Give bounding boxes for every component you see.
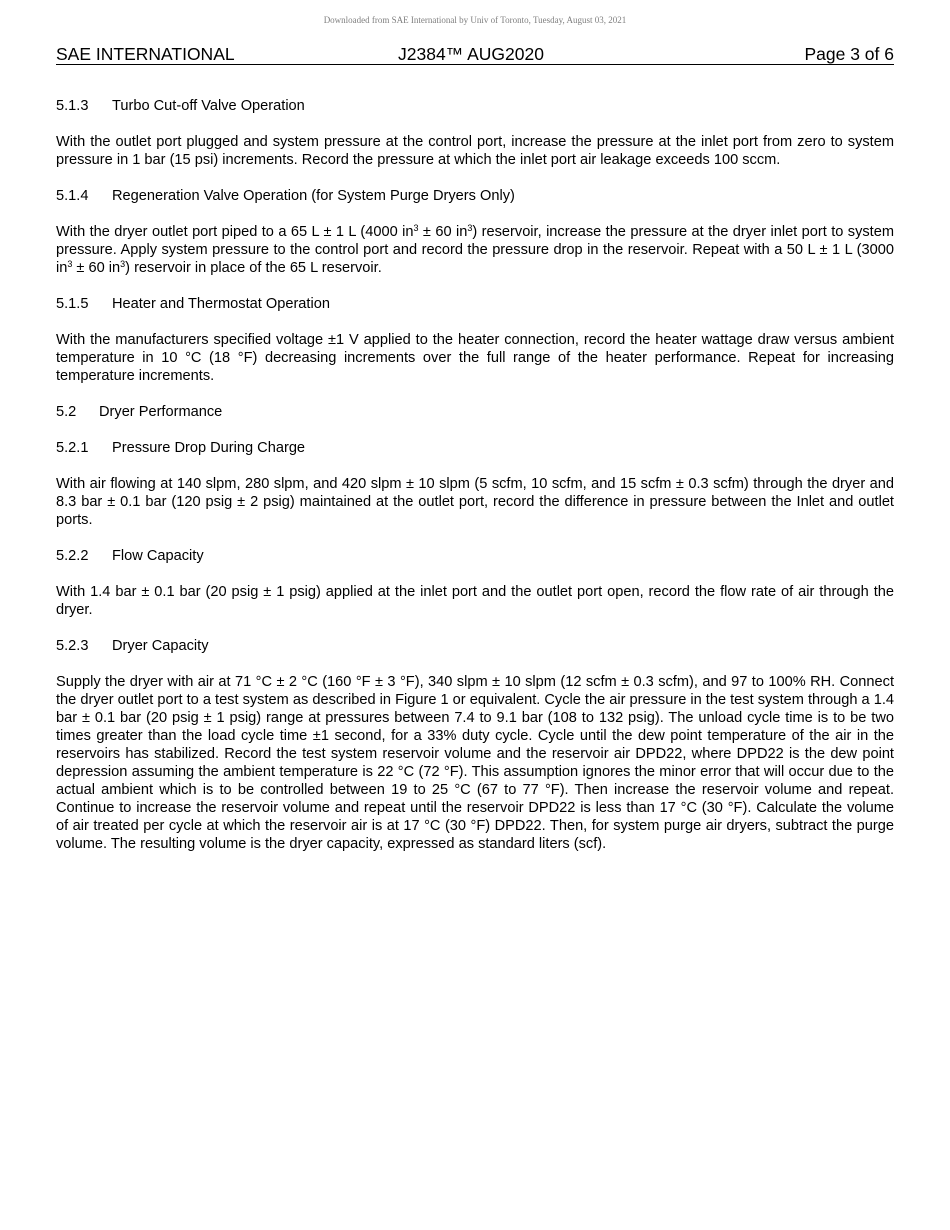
superscript: 3 [120,259,126,269]
section-heading-5-2 [56,403,894,421]
document-body [56,97,894,871]
page-number: Page 3 of 6 [804,44,894,64]
paragraph-5-2-1: With air flowing at 140 slpm, 280 slpm, and 420 slpm ± 10 slpm (5 scfm, 10 scfm, and 15 scfm ± 0.3 scfm) through the dryer and 8.3 bar ± 0.1 bar (120 psig ± 2 psig) maintained at the outlet port, record the difference in pressure between the Inlet and outlet ports. [56,476,894,528]
paragraph-5-1-3: With the outlet port plugged and system pressure at the control port, increase the pressure at the inlet port from zero to system pressure in 1 bar (15 psi) increments. Record the pressure at which the inlet port air leakage exceeds 100 sccm. [56,134,894,168]
text-run: ± 60 in [418,224,468,240]
section-heading-5-2-3 [56,637,894,655]
text-run: ) reservoir, increase the pressure at the dryer inlet port to system pressure. Apply system pressure to the control port and record the pressure drop in the reservoir. Repeat with a 50 L ± 1 L (3000 in [56,224,895,276]
text-run: With the dryer outlet port piped to a 65 L ± 1 L (4000 in [56,224,414,240]
section-heading-5-1-4 [56,187,894,205]
section-title: Regeneration Valve Operation (for System Purge Dryers Only) [112,188,515,204]
publisher-name: SAE INTERNATIONAL [56,44,235,64]
section-number: 5.2 [56,404,77,420]
section-number: 5.2.1 [56,440,89,456]
text-run: ) reservoir in place of the 65 L reservoir. [125,260,382,276]
paragraph-5-1-5: With the manufacturers specified voltage ±1 V applied to the heater connection, record the heater wattage draw versus ambient temperature in 10 °C (18 °F) decreasing increments over the full range of the heater performance. Repeat for increasing temperature increments. [56,332,894,384]
section-number: 5.2.2 [56,548,89,564]
section-number: 5.1.3 [56,98,89,114]
download-watermark: Downloaded from SAE International by Univ of Toronto, Tuesday, August 03, 2021 [323,15,627,25]
superscript: 3 [467,223,473,233]
section-title: Heater and Thermostat Operation [112,296,330,312]
superscript: 3 [67,259,73,269]
section-heading-5-2-1 [56,439,894,457]
section-heading-5-1-3 [56,97,894,115]
section-title: Dryer Capacity [112,638,209,654]
paragraph-5-1-4 [56,223,894,277]
paragraph-5-2-2: With 1.4 bar ± 0.1 bar (20 psig ± 1 psig) applied at the inlet port and the outlet port open, record the flow rate of air through the dryer. [56,584,894,618]
section-heading-5-2-2 [56,547,894,565]
text-run: ± 60 in [72,260,121,276]
section-heading-5-1-5 [56,295,894,313]
section-title: Turbo Cut-off Valve Operation [112,98,305,114]
section-title: Dryer Performance [99,404,223,420]
section-title: Pressure Drop During Charge [112,440,306,456]
section-title: Flow Capacity [112,548,204,564]
section-number: 5.2.3 [56,638,89,654]
document-number: J2384™ AUG2020 [398,44,544,64]
superscript: 3 [413,223,419,233]
section-number: 5.1.4 [56,188,89,204]
section-number: 5.1.5 [56,296,89,312]
page-header [56,44,894,65]
paragraph-5-2-3: Supply the dryer with air at 71 °C ± 2 °C (160 °F ± 3 °F), 340 slpm ± 10 slpm (12 scfm ± 0.3 scfm), and 97 to 100% RH. Connect the dryer outlet port to a test system as described in Figure 1 or equivalent. Cycle the air pressure in the test system through a 1.4 bar ± 0.1 bar (20 psig ± 1 psig) range at pressures between 7.4 to 9.1 bar (108 to 132 psig). The unload cycle time is to be two times greater than the load cycle time ±1 second, for a 33% duty cycle. Cycle until the dew point temperature of the air in the reservoirs has stabilized. Record the test system reservoir volume and the reservoir air DPD22, where DPD22 is the dew point depression assuming the ambient temperature is 22 °C (72 °F). This assumption ignores the minor error that will occur due to the actual ambient which is to be controlled between 19 to 25 °C (67 to 77 °F). Then increase the reservoir volume and repeat. Continue to increase the reservoir volume and repeat until the reservoir DPD22 is less than 17 °C (30 °F). Calculate the volume of air treated per cycle at which the reservoir air is at 17 °C (30 °F) DPD22. Then, for system purge air dryers, subtract the purge volume. The resulting volume is the dryer capacity, expressed as standard liters (scf). [56,674,894,852]
